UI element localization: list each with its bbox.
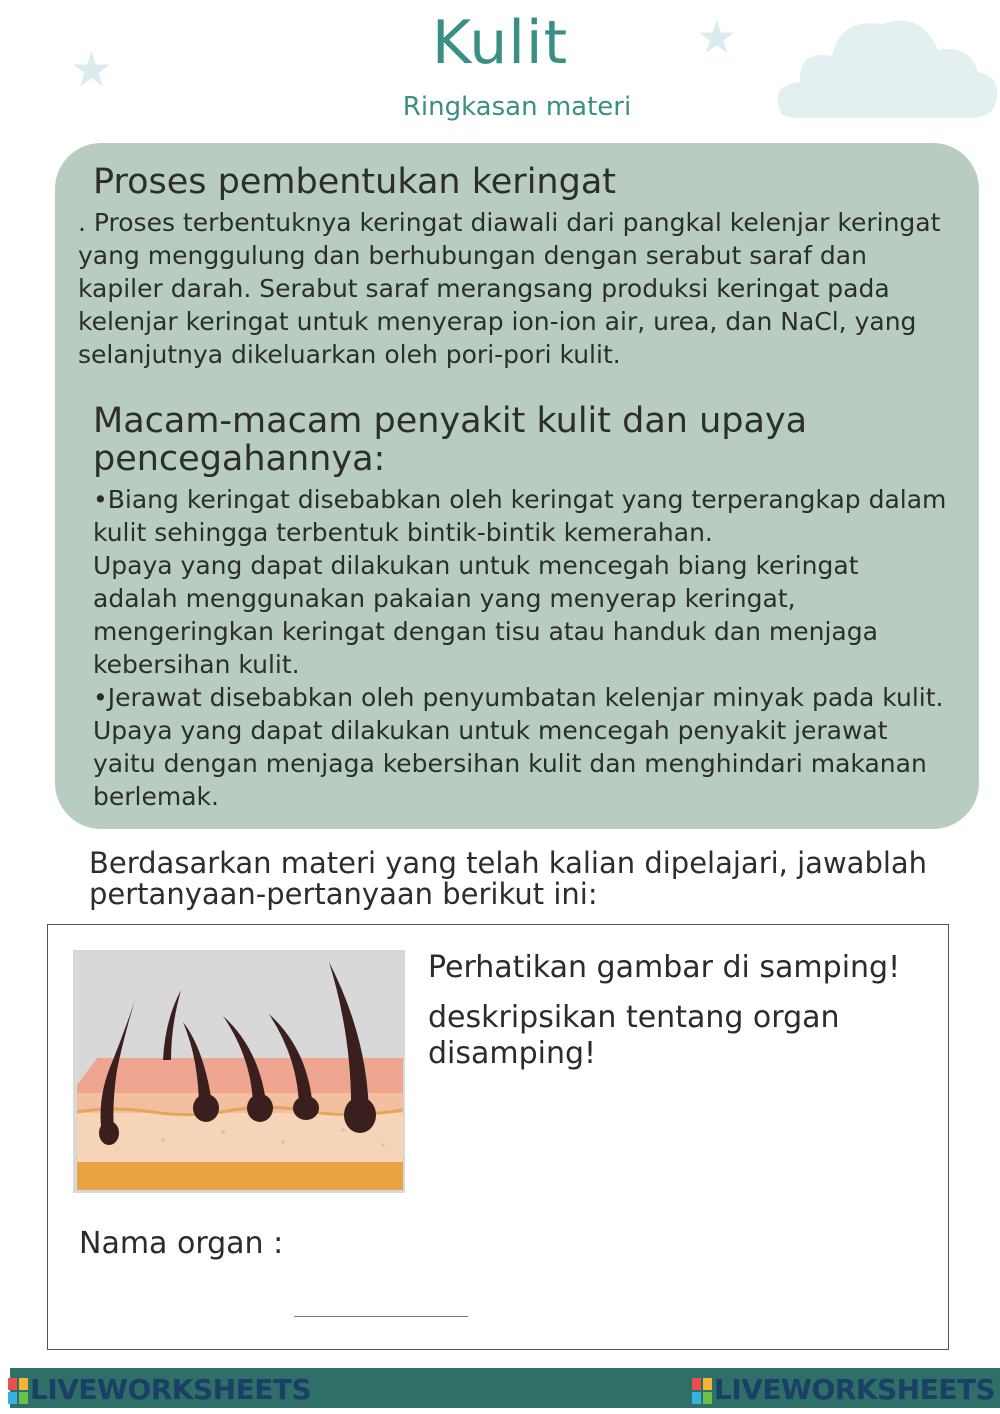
liveworksheets-badge-icon (8, 1378, 28, 1404)
liveworksheets-badge-icon (692, 1378, 712, 1404)
question-prompt-observe: Perhatikan gambar di samping! (428, 950, 901, 985)
organ-name-answer-field[interactable] (294, 1316, 468, 1317)
page-title: Kulit (431, 8, 569, 78)
star-icon: ★ (696, 10, 738, 64)
instruction-text: Berdasarkan materi yang telah kalian dipelajari, jawablah pertanyaan-pertanyaan berikut ini: (89, 846, 928, 911)
liveworksheets-logo[interactable] (692, 1373, 995, 1406)
page-subtitle: Ringkasan materi (402, 92, 632, 122)
logo-text: LIVEWORKSHEETS (30, 1373, 312, 1406)
section-heading-diseases: Macam-macam penyakit kulit dan upaya pencegahannya: (93, 401, 808, 479)
logo-text: LIVEWORKSHEETS (714, 1373, 996, 1406)
question-prompt-describe: deskripsikan tentang organ disamping! (428, 1000, 840, 1071)
star-icon: ★ (70, 42, 114, 98)
section-text-sweat: . Proses terbentuknya keringat diawali dari pangkal kelenjar keringat yang menggulung dan berhubungan dengan serabut saraf dan kapiler darah. Serabut saraf merangsang produksi keringat pada kelenjar keringat untuk menyerap ion-ion air, urea, dan NaCl, yang selanjutnya dikeluarkan oleh pori-pori kulit. (78, 208, 941, 369)
skin-cross-section-image (73, 950, 405, 1193)
section-text-diseases: •Biang keringat disebabkan oleh keringat yang terperangkap dalam kulit sehingga terbentuk bintik-bintik kemerahan. Upaya yang dapat dilakukan untuk mencegah biang keringat adalah menggunakan pakaian yang menyerap keringat, mengeringkan keringat dengan tisu atau handuk dan menjaga kebersihan kulit. •Jerawat disebabkan oleh penyumbatan kelenjar minyak pada kulit. Upaya yang dapat dilakukan untuk mencegah penyakit jerawat yaitu dengan menjaga kebersihan kulit dan menghindari makanan berlemak. (93, 485, 947, 811)
liveworksheets-logo[interactable] (8, 1373, 311, 1406)
organ-name-label: Nama organ : (79, 1226, 284, 1261)
section-heading-sweat: Proses pembentukan keringat (93, 162, 616, 202)
